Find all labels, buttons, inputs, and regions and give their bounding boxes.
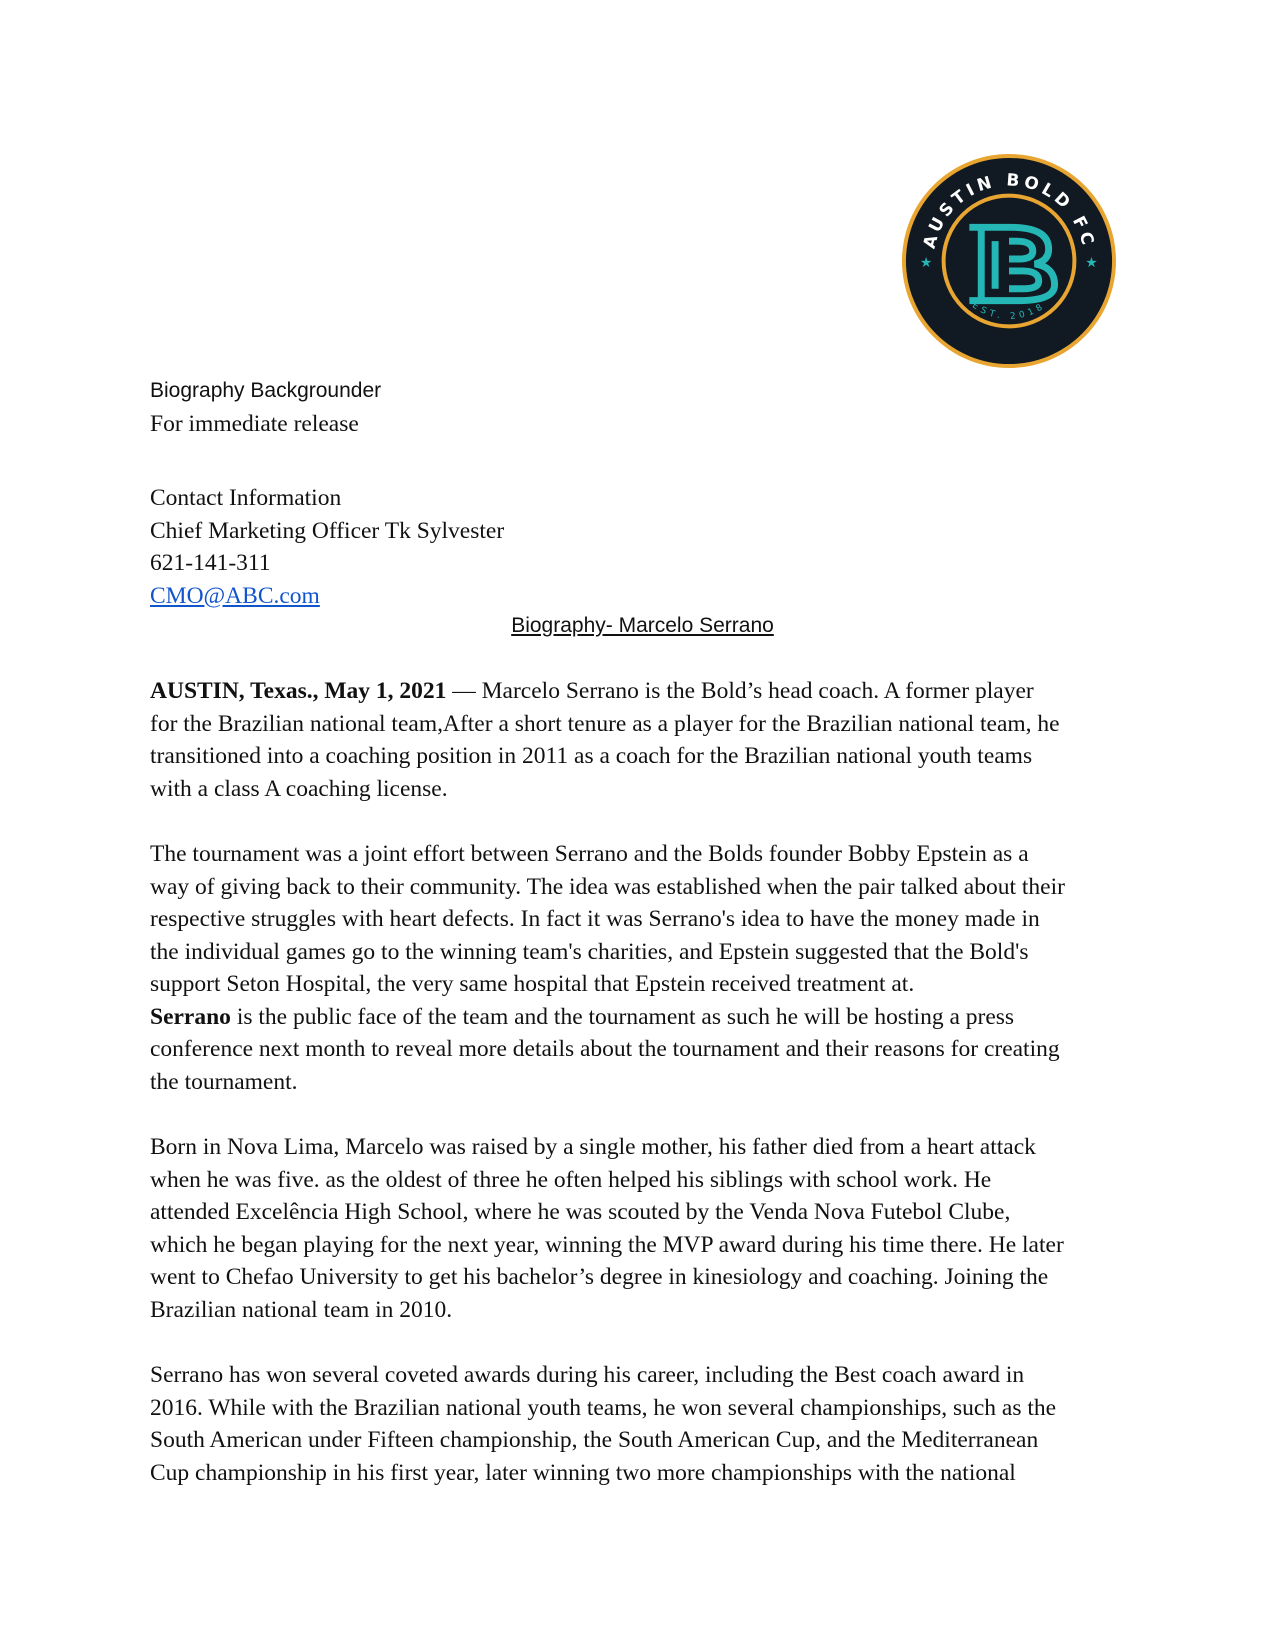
paragraph-tournament	[150, 838, 1135, 1098]
paragraph-line: South American under Fifteen championship, the South American Cup, and the Mediterranean	[150, 1427, 1039, 1453]
contact-name: Chief Marketing Officer Tk Sylvester	[150, 517, 505, 544]
doc-type-title: Biography Backgrounder	[150, 379, 382, 402]
paragraph-early-life	[150, 1131, 1135, 1326]
logo-star-right-icon: ★	[1085, 254, 1098, 271]
biography-heading: Biography- Marcelo Serrano	[511, 614, 774, 637]
contact-phone: 621-141-311	[150, 550, 271, 576]
paragraph-line: — Marcelo Serrano is the Bold’s head coach. A former player	[446, 678, 1034, 704]
paragraph-line: respective struggles with heart defects. In fact it was Serrano's idea to have the money made in	[150, 906, 1040, 932]
paragraph-line: Serrano has won several coveted awards during his career, including the Best coach award in	[150, 1362, 1025, 1388]
bold-name: Serrano	[150, 1003, 231, 1030]
logo-ring-text: AUSTIN BOLD FC	[918, 169, 1100, 251]
paragraph-line: Brazilian national team in 2010.	[150, 1296, 453, 1323]
paragraph-line: went to Chefao University to get his bachelor’s degree in kinesiology and coaching. Joining the	[150, 1264, 1049, 1290]
paragraph-line: for the Brazilian national team,After a short tenure as a player for the Brazilian national team, he	[150, 710, 1060, 737]
paragraph-line: which he began playing for the next year, winning the MVP award during his time there. He later	[150, 1231, 1064, 1258]
dateline: AUSTIN, Texas., May 1, 2021	[150, 678, 447, 704]
paragraph-line: transitioned into a coaching position in 2011 as a coach for the Brazilian national youth teams	[150, 743, 1033, 769]
spacer	[150, 642, 1135, 675]
paragraph-awards	[150, 1359, 1135, 1489]
spacer	[150, 805, 1135, 838]
logo-star-left-icon: ★	[919, 254, 933, 271]
logo-est-text: EST. 2018	[970, 300, 1048, 323]
spacer	[150, 1326, 1135, 1359]
paragraph-line: when he was five. as the oldest of three he often helped his siblings with school work. He	[150, 1166, 992, 1193]
paragraph-line: the individual games go to the winning team's charities, and Epstein suggested that the Bold's	[150, 938, 1029, 965]
paragraph-line: is the public face of the team and the tournament as such he will be hosting a press	[230, 1003, 1015, 1030]
spacer	[150, 440, 1135, 482]
paragraph-line: Cup championship in his first year, later winning two more championships with the national	[150, 1459, 1016, 1486]
austin-bold-fc-logo	[900, 152, 1118, 370]
contact-label: Contact Information	[150, 485, 342, 511]
paragraph-line: conference next month to reveal more details about the tournament and their reasons for creating	[150, 1036, 1060, 1062]
paragraph-line: support Seton Hospital, the very same hospital that Epstein received treatment at.	[150, 971, 915, 997]
spacer	[150, 1098, 1135, 1131]
paragraph-line: The tournament was a joint effort between Serrano and the Bolds founder Bobby Epstein as a	[150, 841, 1029, 867]
paragraph-line: with a class A coaching license.	[150, 775, 448, 802]
paragraph-line: the tournament.	[150, 1068, 298, 1095]
paragraph-intro	[150, 675, 1135, 805]
release-note: For immediate release	[150, 410, 359, 437]
paragraph-line: 2016. While with the Brazilian national youth teams, he won several championships, such as the	[150, 1394, 1057, 1421]
document-body	[150, 375, 1135, 1489]
paragraph-line: attended Excelência High School, where he was scouted by the Venda Nova Futebol Clube,	[150, 1199, 1011, 1225]
paragraph-line: way of giving back to their community. The idea was established when the pair talked about their	[150, 873, 1065, 900]
paragraph-line: Born in Nova Lima, Marcelo was raised by a single mother, his father died from a heart attack	[150, 1134, 1036, 1160]
contact-email-link[interactable]: CMO@ABC.com	[150, 582, 320, 609]
